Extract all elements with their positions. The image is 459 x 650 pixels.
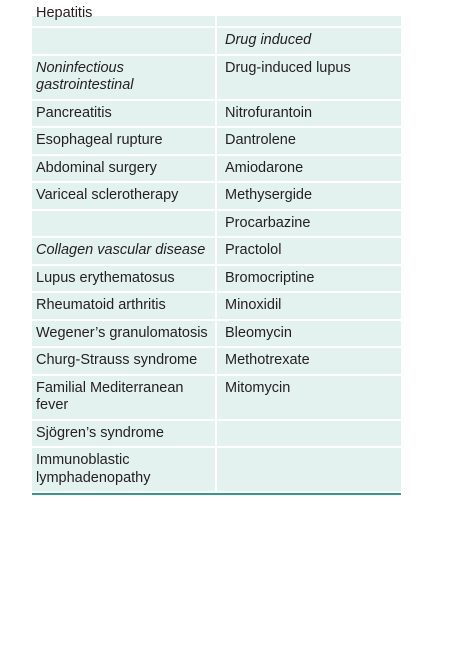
drug-text: Mitomycin — [225, 379, 291, 396]
table-row — [32, 210, 401, 238]
drug-cell — [216, 16, 401, 27]
condition-text: Esophageal rupture — [36, 132, 163, 148]
condition-cell — [32, 320, 216, 348]
drug-cell — [216, 265, 401, 293]
table-row — [32, 237, 401, 265]
condition-text: Familial Mediterranean fever — [36, 379, 184, 413]
condition-text: Lupus erythematosus — [36, 269, 175, 286]
drug-cell — [216, 320, 401, 348]
table-row — [32, 265, 401, 293]
drug-cell — [216, 420, 401, 448]
drug-text: Methotrexate — [225, 352, 310, 368]
drug-cell — [216, 155, 401, 183]
condition-cell — [32, 237, 216, 265]
table-row — [32, 55, 401, 100]
condition-text: Immunoblastic lymphadenopathy — [36, 452, 151, 486]
table-row — [32, 347, 401, 375]
condition-text: Collagen vascular disease — [36, 242, 206, 258]
table-row — [32, 127, 401, 155]
condition-text: Wegener’s granulomatosis — [36, 324, 208, 341]
table-row — [32, 155, 401, 183]
table-row — [32, 292, 401, 320]
table-row — [32, 320, 401, 348]
condition-text: Pancreatitis — [36, 104, 112, 121]
drug-cell — [216, 447, 401, 492]
drug-text: Bleomycin — [225, 324, 292, 341]
condition-cell — [32, 420, 216, 448]
drug-cell — [216, 210, 401, 238]
drug-text: Amiodarone — [225, 159, 304, 176]
drug-cell — [216, 127, 401, 155]
condition-cell — [32, 447, 216, 492]
condition-cell — [32, 375, 216, 420]
condition-cell — [32, 27, 216, 55]
causes-table — [32, 4, 401, 495]
drug-cell — [216, 237, 401, 265]
table-row — [32, 447, 401, 492]
table-row — [32, 420, 401, 448]
drug-cell — [216, 292, 401, 320]
drug-text: Minoxidil — [225, 297, 282, 313]
causes-table-grid — [32, 4, 401, 493]
condition-text: Rheumatoid arthritis — [36, 297, 166, 313]
condition-cell — [32, 347, 216, 375]
drug-text: Nitrofurantoin — [225, 104, 313, 121]
table-row — [32, 16, 401, 27]
table-row — [32, 375, 401, 420]
condition-cell — [32, 155, 216, 183]
condition-text: Hepatitis — [36, 4, 93, 21]
condition-text: Abdominal surgery — [36, 159, 157, 176]
condition-text: Sjögren’s syndrome — [36, 424, 164, 441]
condition-cell — [32, 292, 216, 320]
drug-cell — [216, 100, 401, 128]
condition-cell — [32, 182, 216, 210]
table-row — [32, 27, 401, 55]
condition-cell — [32, 100, 216, 128]
condition-text: Variceal sclerotherapy — [36, 187, 179, 203]
drug-text: Procarbazine — [225, 214, 311, 231]
condition-cell — [32, 55, 216, 100]
condition-cell — [32, 210, 216, 238]
condition-cell — [32, 127, 216, 155]
condition-text: Noninfectious gastrointestinal — [36, 59, 134, 93]
drug-cell — [216, 182, 401, 210]
table-body — [32, 4, 401, 492]
table-row — [32, 100, 401, 128]
condition-text: Churg-Strauss syndrome — [36, 352, 198, 368]
drug-text: Bromocriptine — [225, 269, 315, 286]
drug-cell — [216, 27, 401, 55]
condition-cell — [32, 265, 216, 293]
condition-cell — [32, 4, 216, 27]
drug-text: Methysergide — [225, 187, 313, 203]
drug-text: Drug-induced lupus — [225, 59, 351, 76]
drug-text: Drug induced — [225, 32, 312, 48]
drug-text: Dantrolene — [225, 132, 296, 148]
table-row — [32, 182, 401, 210]
drug-cell — [216, 55, 401, 100]
drug-cell — [216, 347, 401, 375]
drug-cell — [216, 375, 401, 420]
drug-text: Practolol — [225, 242, 282, 258]
